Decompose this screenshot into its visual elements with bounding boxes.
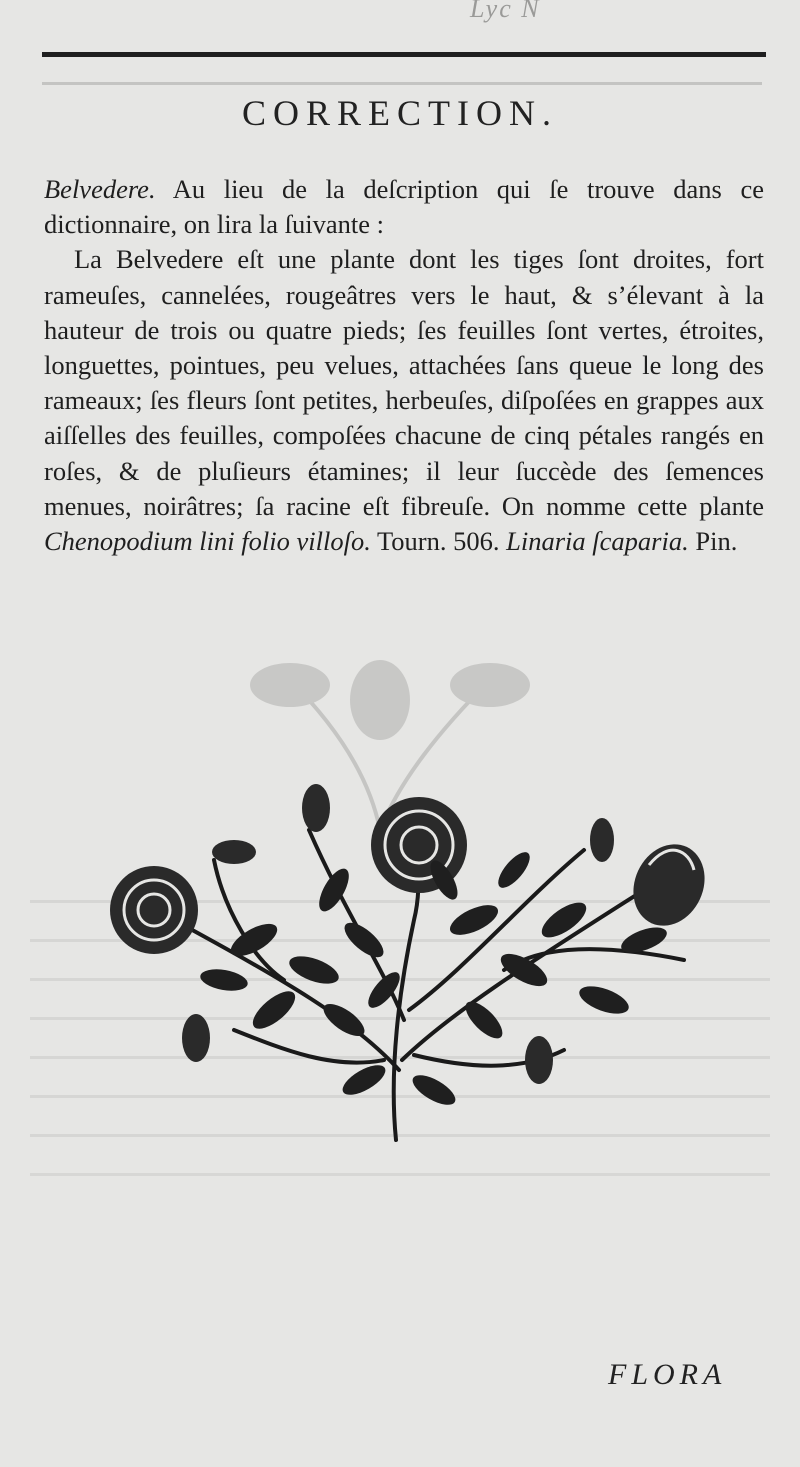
rose-branch-ornament bbox=[84, 770, 724, 1170]
bleed-through-rule bbox=[42, 82, 762, 85]
reference-tourn: Tourn. 506. bbox=[370, 526, 507, 557]
reference-pin: Pin. bbox=[688, 526, 738, 557]
running-head: Lyc N bbox=[470, 0, 541, 23]
header-rule bbox=[42, 52, 766, 57]
rose-left bbox=[110, 866, 198, 954]
paragraph-description bbox=[44, 242, 764, 559]
description-text: La Belvedere eſt une plante dont les tiges ſont droites, fort rameuſes, cannelées, rougeâtres vers le haut, & s’élevant à la hauteur de trois ou quatre pieds; ſes feuilles ſont vertes, étroites, longuettes, pointues, peu velues, attachées ſans queue le long des rameaux; ſes fleurs ſont petites, herbeuſes, diſpoſées en grappes aux aiſſelles des feuilles, compoſées chacune de cinq pétales rangés en roſes, & de pluſieurs étamines; il leur ſuccède des ſemences menues, noirâtres; ſa racine eſt fibreuſe. On nomme cette plante bbox=[44, 244, 764, 521]
term-belvedere: Belvedere. bbox=[44, 174, 156, 204]
page-title: CORRECTION. bbox=[241, 93, 558, 133]
intro-text: Au lieu de la deſcription qui ſe trouve dans ce dictionnaire, on lira la ſuivante : bbox=[44, 174, 764, 240]
latin-name-chenopodium: Chenopodium lini folio villoſo. bbox=[44, 526, 371, 557]
correction-text bbox=[44, 172, 764, 559]
catchword: FLORA bbox=[608, 1358, 727, 1391]
rosebud-right bbox=[620, 833, 717, 938]
latin-name-linaria: Linaria ſcaparia. bbox=[506, 526, 689, 557]
paragraph-intro bbox=[44, 172, 764, 242]
